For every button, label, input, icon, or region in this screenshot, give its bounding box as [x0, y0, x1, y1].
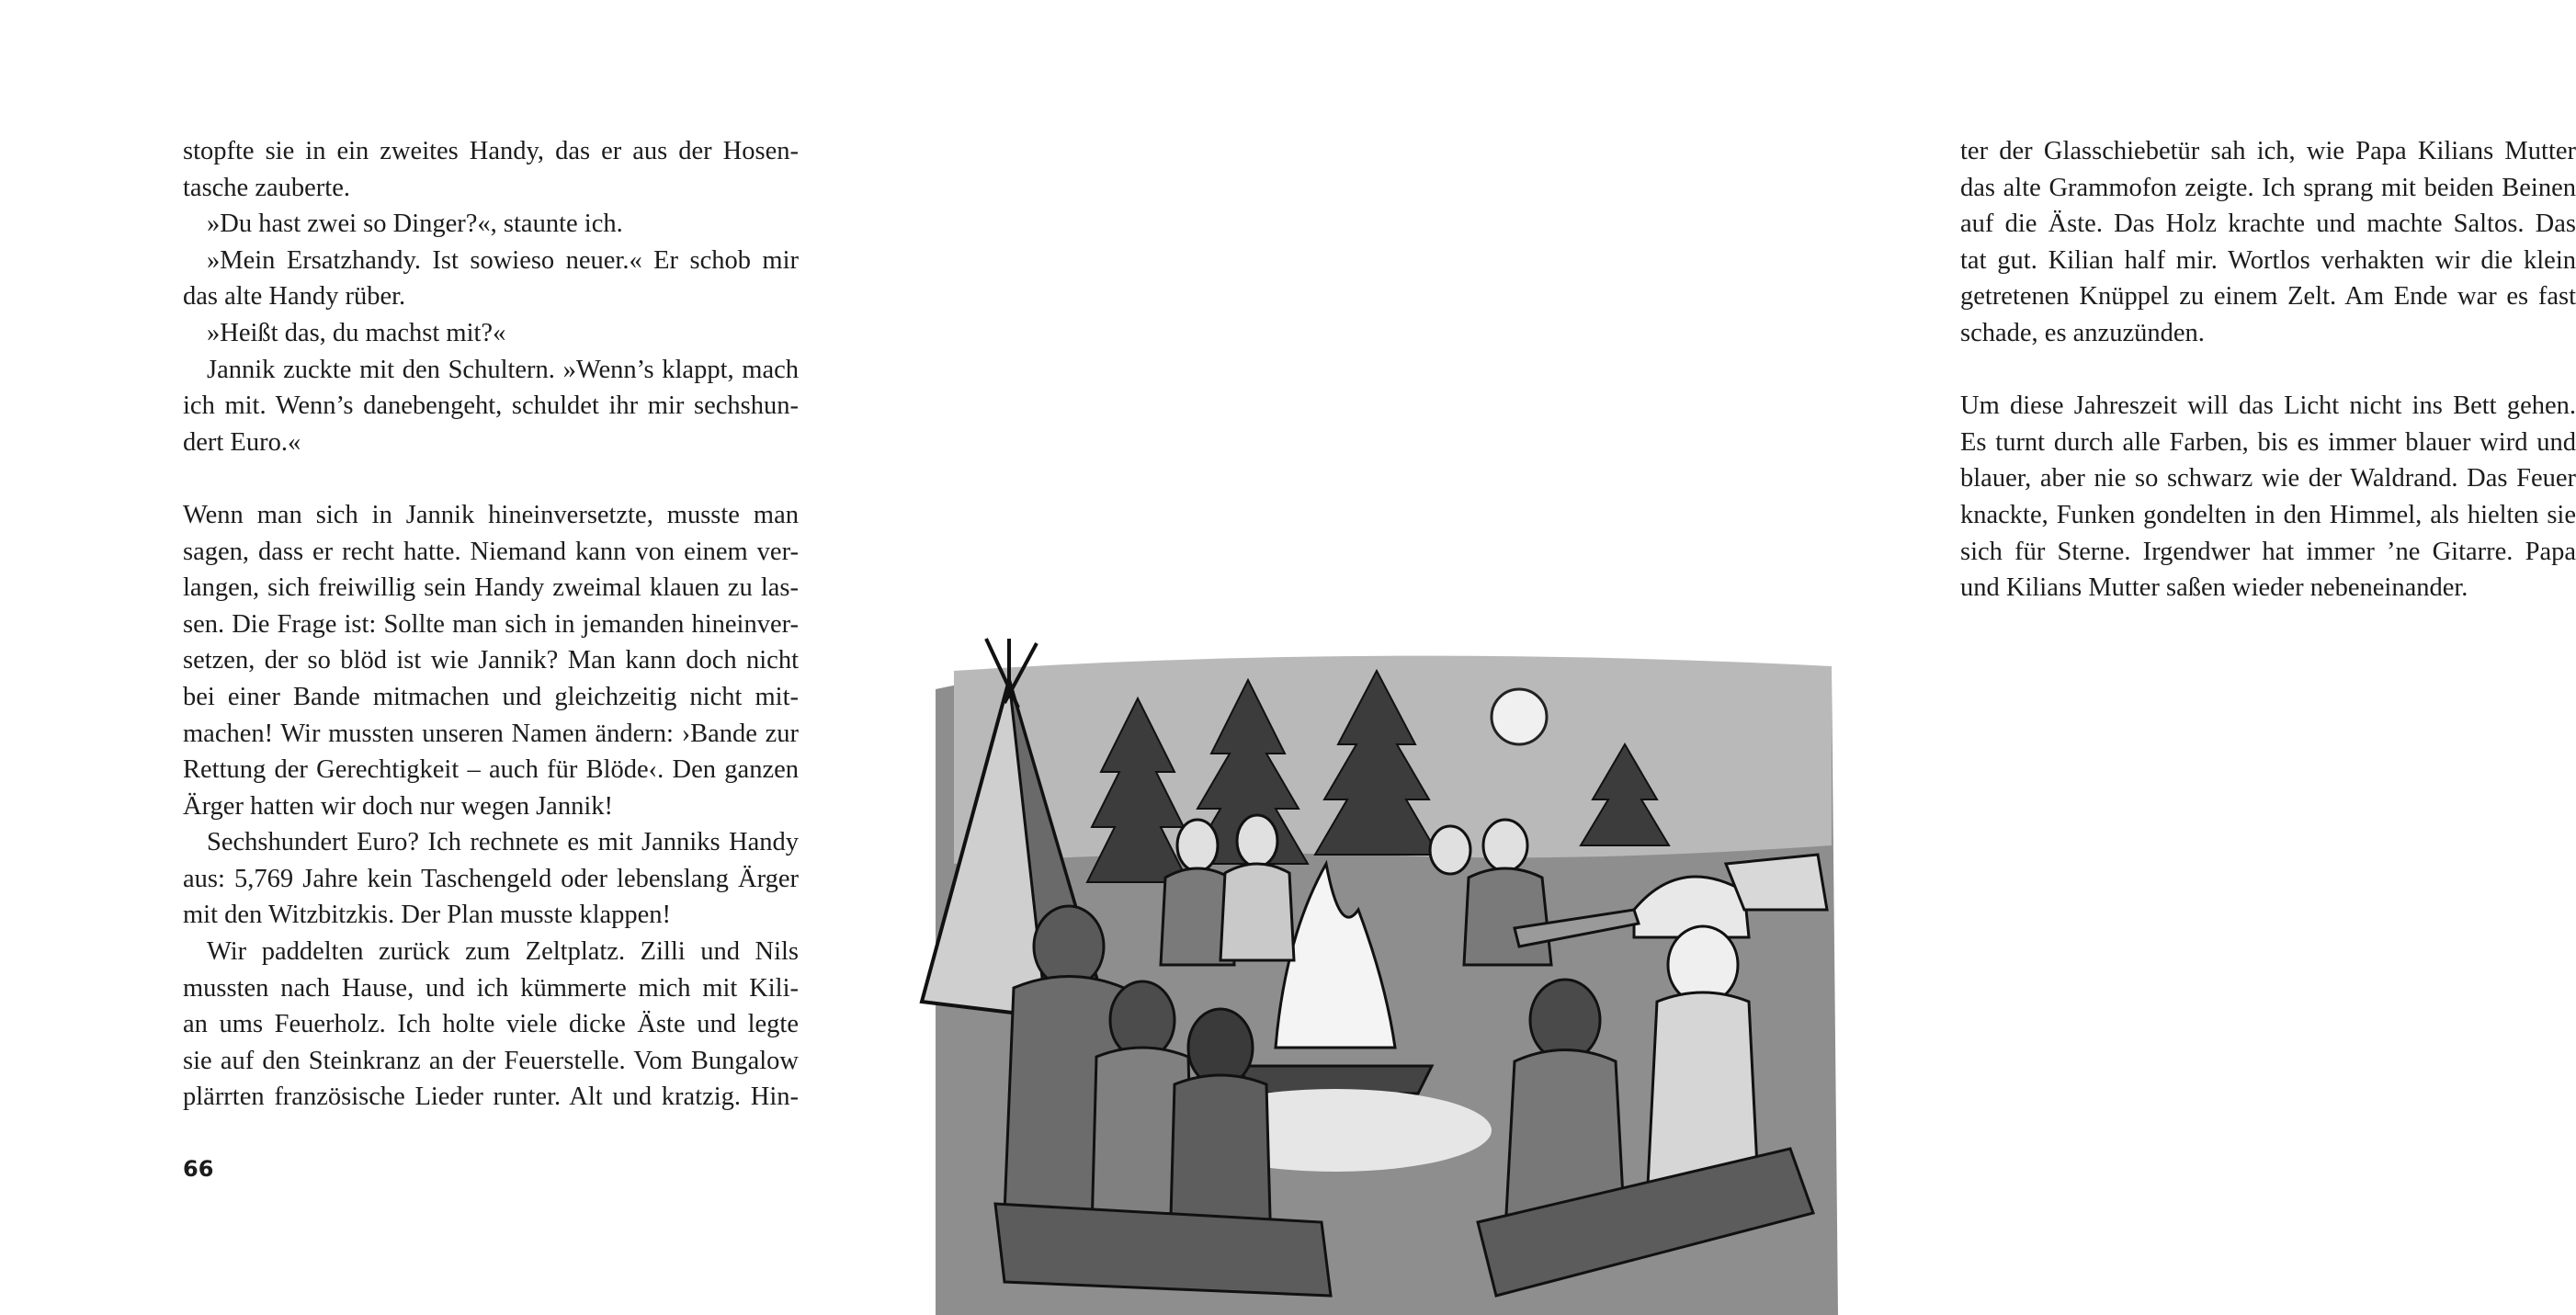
text-line: sich für Sterne. Irgendwer hat immer ’ne Gitarre. Papa: [1960, 537, 2576, 566]
text-line: sen. Die Frage ist: Sollte man sich in jemanden hineinver-: [183, 609, 799, 639]
page-number: 66: [183, 1156, 214, 1182]
text-line: auf die Äste. Das Holz krachte und machte Saltos. Das: [1960, 210, 2576, 239]
text-line: blauer, aber nie so schwarz wie der Waldrand. Das Feuer: [1960, 464, 2576, 493]
text-line: tat gut. Kilian half mir. Wortlos verhakten wir die klein: [1960, 245, 2576, 275]
text-line: plärrten französische Lieder runter. Alt und kratzig. Hin-: [183, 1083, 799, 1112]
text-line: das alte Grammofon zeigte. Ich sprang mit beiden Beinen: [1960, 173, 2576, 202]
text-line: ich mit. Wenn’s danebengeht, schuldet ihr mir sechshun-: [183, 391, 799, 421]
text-line: knackte, Funken gondelten in den Himmel, als hielten sie: [1960, 500, 2576, 529]
right-body-text: [1960, 133, 2576, 606]
text-line: »Mein Ersatzhandy. Ist sowieso neuer.« Er schob mir: [207, 245, 799, 275]
text-line: schade, es anzuzünden.: [1960, 318, 2205, 347]
text-line: Es turnt durch alle Farben, bis es immer blauer wird und: [1960, 427, 2576, 457]
text-line: ter der Glasschiebetür sah ich, wie Papa Kilians Mutter: [1960, 137, 2576, 165]
text-line: stopfte sie in ein zweites Handy, das er aus der Hosen-: [183, 137, 799, 165]
text-line: an ums Feuerholz. Ich holte viele dicke Äste und legte: [183, 1010, 799, 1039]
text-line: Wir paddelten zurück zum Zeltplatz. Zilli und Nils: [207, 937, 799, 967]
left-body-text: [183, 133, 799, 1116]
text-line: Sechshundert Euro? Ich rechnete es mit Janniks Handy: [207, 828, 799, 857]
tent-icon: [1726, 855, 1827, 910]
paragraph-gap: [1960, 352, 2576, 389]
text-line: setzen, der so blöd ist wie Jannik? Man kann doch nicht: [183, 646, 799, 675]
text-line: »Heißt das, du machst mit?«: [207, 318, 506, 347]
text-line: Um diese Jahreszeit will das Licht nicht ins Bett gehen.: [1960, 391, 2576, 421]
moon-icon: [1492, 689, 1547, 744]
text-line: tasche zauberte.: [183, 173, 350, 202]
text-line: getretenen Knüppel zu einem Zelt. Am Ende war es fast: [1960, 282, 2576, 312]
text-line: bei einer Bande mitmachen und gleichzeitig nicht mit-: [183, 682, 799, 711]
text-line: und Kilians Mutter saßen wieder nebeneinander.: [1960, 573, 2468, 603]
campfire-scene-illustration: [917, 634, 1838, 1315]
text-line: Ärger hatten wir doch nur wegen Jannik!: [183, 791, 613, 821]
text-line: machen! Wir mussten unseren Namen ändern: ›Bande zur: [183, 719, 799, 748]
text-line: Wenn man sich in Jannik hineinversetzte, musste man: [183, 500, 799, 529]
text-line: mit den Witzbitzkis. Der Plan musste klappen!: [183, 901, 672, 930]
paragraph-gap: [183, 460, 799, 497]
text-line: mussten nach Hause, und ich kümmerte mich mit Kili-: [183, 973, 799, 1003]
text-line: langen, sich freiwillig sein Handy zweimal klauen zu las-: [183, 573, 799, 603]
text-line: dert Euro.«: [183, 427, 301, 457]
text-line: »Du hast zwei so Dinger?«, staunte ich.: [207, 210, 623, 239]
text-line: Jannik zuckte mit den Schultern. »Wenn’s klappt, mach: [207, 355, 799, 384]
text-line: sie auf den Steinkranz an der Feuerstelle. Vom Bungalow: [183, 1046, 799, 1075]
left-page: [0, 0, 919, 1315]
text-line: aus: 5,769 Jahre kein Taschengeld oder lebenslang Ärger: [183, 864, 799, 893]
text-line: sagen, dass er recht hatte. Niemand kann von einem ver-: [183, 537, 799, 566]
text-line: das alte Handy rüber.: [183, 282, 406, 312]
text-line: Rettung der Gerechtigkeit – auch für Blöde‹. Den ganzen: [183, 755, 799, 785]
